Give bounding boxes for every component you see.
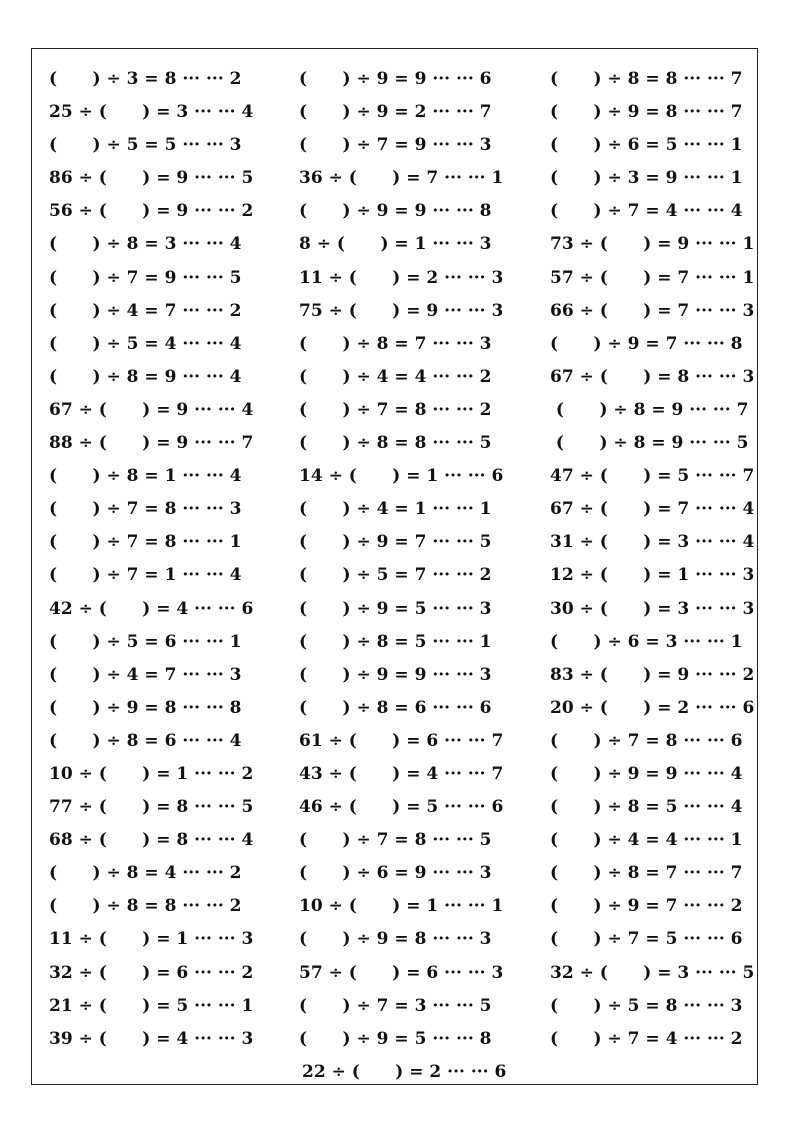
division-problem: ( ) ÷ 5 = 7 ··· ··· 2 <box>299 565 492 586</box>
division-problem: ( ) ÷ 4 = 7 ··· ··· 3 <box>49 664 242 685</box>
division-problem: ( ) ÷ 7 = 4 ··· ··· 4 <box>550 201 743 222</box>
division-problem: ( ) ÷ 6 = 3 ··· ··· 1 <box>550 631 743 652</box>
division-problem: ( ) ÷ 9 = 8 ··· ··· 3 <box>299 929 492 950</box>
division-problem: 20 ÷ ( ) = 2 ··· ··· 6 <box>550 697 755 718</box>
division-problem: ( ) ÷ 9 = 9 ··· ··· 4 <box>550 763 743 784</box>
division-problem: ( ) ÷ 4 = 4 ··· ··· 2 <box>299 366 492 387</box>
division-problem: 32 ÷ ( ) = 3 ··· ··· 5 <box>550 962 755 983</box>
division-problem: 83 ÷ ( ) = 9 ··· ··· 2 <box>550 664 755 685</box>
division-problem: ( ) ÷ 9 = 2 ··· ··· 7 <box>299 102 492 123</box>
division-problem: ( ) ÷ 6 = 9 ··· ··· 3 <box>299 863 492 884</box>
division-problem: 47 ÷ ( ) = 5 ··· ··· 7 <box>550 466 755 487</box>
division-problem: 73 ÷ ( ) = 9 ··· ··· 1 <box>550 234 755 255</box>
division-problem: ( ) ÷ 9 = 9 ··· ··· 6 <box>299 69 492 89</box>
division-problem: ( ) ÷ 8 = 1 ··· ··· 4 <box>49 466 242 487</box>
division-problem: ( ) ÷ 9 = 8 ··· ··· 8 <box>49 697 242 718</box>
division-problem: ( ) ÷ 8 = 9 ··· ··· 5 <box>550 433 749 454</box>
division-problem: ( ) ÷ 9 = 7 ··· ··· 2 <box>550 896 743 917</box>
division-problem: ( ) ÷ 3 = 9 ··· ··· 1 <box>550 168 743 189</box>
division-problem: 77 ÷ ( ) = 8 ··· ··· 5 <box>49 797 254 818</box>
division-problem: ( ) ÷ 3 = 8 ··· ··· 2 <box>49 69 242 89</box>
division-problem: 67 ÷ ( ) = 7 ··· ··· 4 <box>550 499 755 520</box>
division-problem: ( ) ÷ 5 = 8 ··· ··· 3 <box>550 995 743 1016</box>
division-problem: ( ) ÷ 7 = 8 ··· ··· 5 <box>299 830 492 851</box>
problem-column-2 <box>299 49 549 1089</box>
division-problem: ( ) ÷ 7 = 8 ··· ··· 2 <box>299 399 492 420</box>
division-problem: ( ) ÷ 8 = 5 ··· ··· 1 <box>299 631 492 652</box>
division-problem: ( ) ÷ 8 = 9 ··· ··· 4 <box>49 366 242 387</box>
division-problem: ( ) ÷ 8 = 6 ··· ··· 6 <box>299 697 492 718</box>
division-problem: ( ) ÷ 4 = 7 ··· ··· 2 <box>49 300 242 321</box>
division-problem: 10 ÷ ( ) = 1 ··· ··· 1 <box>299 896 504 917</box>
division-problem: 12 ÷ ( ) = 1 ··· ··· 3 <box>550 565 755 586</box>
division-problem: ( ) ÷ 9 = 5 ··· ··· 8 <box>299 1028 492 1049</box>
division-problem: 67 ÷ ( ) = 9 ··· ··· 4 <box>49 399 254 420</box>
division-problem: ( ) ÷ 5 = 4 ··· ··· 4 <box>49 333 242 354</box>
division-problem: 75 ÷ ( ) = 9 ··· ··· 3 <box>299 300 504 321</box>
division-problem: 61 ÷ ( ) = 6 ··· ··· 7 <box>299 730 504 751</box>
division-problem: ( ) ÷ 8 = 8 ··· ··· 5 <box>299 433 492 454</box>
division-problem: 8 ÷ ( ) = 1 ··· ··· 3 <box>299 234 492 255</box>
problem-column-3 <box>550 49 793 1056</box>
division-problem: 66 ÷ ( ) = 7 ··· ··· 3 <box>550 300 755 321</box>
division-problem: 22 ÷ ( ) = 2 ··· ··· 6 <box>302 1061 507 1082</box>
division-problem: 42 ÷ ( ) = 4 ··· ··· 6 <box>49 598 254 619</box>
division-problem: ( ) ÷ 8 = 3 ··· ··· 4 <box>49 234 242 255</box>
problem-column-1 <box>49 49 299 1056</box>
division-problem: 21 ÷ ( ) = 5 ··· ··· 1 <box>49 995 254 1016</box>
division-problem: ( ) ÷ 8 = 8 ··· ··· 2 <box>49 896 242 917</box>
division-problem: ( ) ÷ 7 = 5 ··· ··· 6 <box>550 929 743 950</box>
division-problem: ( ) ÷ 7 = 8 ··· ··· 6 <box>550 730 743 751</box>
division-problem: ( ) ÷ 7 = 1 ··· ··· 4 <box>49 565 242 586</box>
division-problem: 36 ÷ ( ) = 7 ··· ··· 1 <box>299 168 504 189</box>
division-problem: ( ) ÷ 8 = 7 ··· ··· 7 <box>550 863 743 884</box>
division-problem: 30 ÷ ( ) = 3 ··· ··· 3 <box>550 598 755 619</box>
division-problem: 31 ÷ ( ) = 3 ··· ··· 4 <box>550 532 755 553</box>
division-problem: ( ) ÷ 9 = 8 ··· ··· 7 <box>550 102 743 123</box>
division-problem: 67 ÷ ( ) = 8 ··· ··· 3 <box>550 366 755 387</box>
division-problem: 10 ÷ ( ) = 1 ··· ··· 2 <box>49 763 254 784</box>
division-problem: 68 ÷ ( ) = 8 ··· ··· 4 <box>49 830 254 851</box>
division-problem: ( ) ÷ 5 = 6 ··· ··· 1 <box>49 631 242 652</box>
division-problem: 11 ÷ ( ) = 2 ··· ··· 3 <box>299 267 504 288</box>
division-problem: ( ) ÷ 8 = 9 ··· ··· 7 <box>550 399 749 420</box>
division-problem: ( ) ÷ 7 = 4 ··· ··· 2 <box>550 1028 743 1049</box>
division-problem: ( ) ÷ 8 = 4 ··· ··· 2 <box>49 863 242 884</box>
division-problem: ( ) ÷ 8 = 7 ··· ··· 3 <box>299 333 492 354</box>
division-problem: ( ) ÷ 8 = 5 ··· ··· 4 <box>550 797 743 818</box>
division-problem: ( ) ÷ 8 = 6 ··· ··· 4 <box>49 730 242 751</box>
division-problem: 46 ÷ ( ) = 5 ··· ··· 6 <box>299 797 504 818</box>
division-problem: 11 ÷ ( ) = 1 ··· ··· 3 <box>49 929 254 950</box>
division-problem: 57 ÷ ( ) = 7 ··· ··· 1 <box>550 267 755 288</box>
division-problem: ( ) ÷ 9 = 7 ··· ··· 8 <box>550 333 743 354</box>
division-problem: ( ) ÷ 9 = 9 ··· ··· 8 <box>299 201 492 222</box>
division-problem: ( ) ÷ 8 = 8 ··· ··· 7 <box>550 69 743 89</box>
division-problem: 88 ÷ ( ) = 9 ··· ··· 7 <box>49 433 254 454</box>
division-problem: ( ) ÷ 7 = 9 ··· ··· 5 <box>49 267 242 288</box>
division-problem: ( ) ÷ 9 = 5 ··· ··· 3 <box>299 598 492 619</box>
division-problem: 56 ÷ ( ) = 9 ··· ··· 2 <box>49 201 254 222</box>
division-problem: 14 ÷ ( ) = 1 ··· ··· 6 <box>299 466 504 487</box>
division-problem: 86 ÷ ( ) = 9 ··· ··· 5 <box>49 168 254 189</box>
division-problem: ( ) ÷ 7 = 8 ··· ··· 3 <box>49 499 242 520</box>
division-problem: ( ) ÷ 7 = 3 ··· ··· 5 <box>299 995 492 1016</box>
division-problem: 32 ÷ ( ) = 6 ··· ··· 2 <box>49 962 254 983</box>
division-problem: ( ) ÷ 6 = 5 ··· ··· 1 <box>550 135 743 156</box>
division-problem: 57 ÷ ( ) = 6 ··· ··· 3 <box>299 962 504 983</box>
division-problem: 25 ÷ ( ) = 3 ··· ··· 4 <box>49 102 254 123</box>
division-problem: ( ) ÷ 4 = 1 ··· ··· 1 <box>299 499 492 520</box>
division-problem: 43 ÷ ( ) = 4 ··· ··· 7 <box>299 763 504 784</box>
division-problem: 39 ÷ ( ) = 4 ··· ··· 3 <box>49 1028 254 1049</box>
division-problem: ( ) ÷ 9 = 9 ··· ··· 3 <box>299 664 492 685</box>
worksheet <box>31 48 758 1085</box>
division-problem: ( ) ÷ 7 = 8 ··· ··· 1 <box>49 532 242 553</box>
division-problem: ( ) ÷ 9 = 7 ··· ··· 5 <box>299 532 492 553</box>
division-problem: ( ) ÷ 4 = 4 ··· ··· 1 <box>550 830 743 851</box>
division-problem: ( ) ÷ 7 = 9 ··· ··· 3 <box>299 135 492 156</box>
division-problem: ( ) ÷ 5 = 5 ··· ··· 3 <box>49 135 242 156</box>
